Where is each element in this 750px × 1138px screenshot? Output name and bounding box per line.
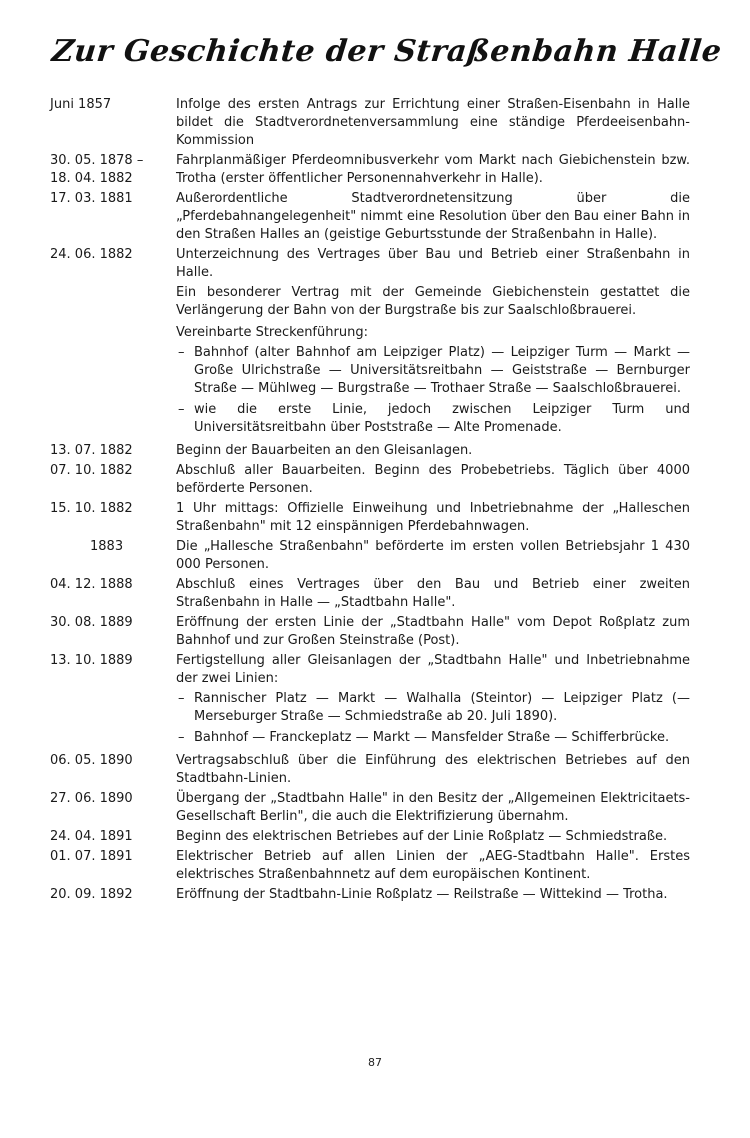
route-item: – Rannischer Platz — Markt — Walhalla (Steintor) — Leipziger Platz (— Merseburger Straße — Schmiedstraße ab 20. Juli 1890). [176, 690, 690, 726]
entry-paragraph: Übergang der „Stadtbahn Halle" in den Besitz der „Allgemeinen Elektricitaets-Gesellschaft Berlin", die auch die Elektrifizierung übernahm. [176, 791, 690, 824]
entry-paragraph: Eröffnung der Stadtbahn-Linie Roßplatz — Reilstraße — Wittekind — Trotha. [176, 887, 668, 902]
entry-date: Juni 1857 [50, 97, 112, 112]
timeline-list [50, 96, 690, 906]
route-item: – Bahnhof (alter Bahnhof am Leipziger Platz) — Leipziger Turm — Markt — Große Ulrichstraße — Universitätsreitbahn — Geiststraße — Bernburger Straße — Mühlweg — Burgstraße — Trothaer Straße — Saalschloßbrauerei. [176, 344, 690, 398]
entry-date: 13. 07. 1882 [50, 443, 133, 458]
timeline-entry [50, 500, 690, 536]
entry-text [176, 828, 690, 846]
entry-paragraph: Elektrischer Betrieb auf allen Linien der „AEG-Stadtbahn Halle". Erstes elektrisches Straßenbahnnetz auf dem europäischen Kontinent. [176, 849, 690, 882]
entry-subheading: Vereinbarte Streckenführung: [176, 325, 368, 340]
entry-text [176, 576, 690, 612]
entry-paragraph: Fahrplanmäßiger Pferdeomnibusverkehr vom Markt nach Giebichenstein bzw. Trotha (erster öffentlicher Personennahverkehr in Halle). [176, 153, 690, 186]
entry-text [176, 500, 690, 536]
timeline-entry [50, 538, 690, 574]
entry-paragraph: Unterzeichnung des Vertrages über Bau und Betrieb einer Straßenbahn in Halle. [176, 247, 690, 280]
timeline-entry [50, 576, 690, 612]
entry-paragraph: Beginn der Bauarbeiten an den Gleisanlagen. [176, 443, 473, 458]
entry-date: 06. 05. 1890 [50, 753, 133, 768]
entry-text [176, 614, 690, 650]
route-list [176, 344, 690, 437]
timeline-entry [50, 442, 690, 460]
entry-text [176, 848, 690, 884]
timeline-entry [50, 752, 690, 788]
timeline-entry [50, 790, 690, 826]
entry-paragraph: Infolge des ersten Antrags zur Errichtung einer Straßen-Eisenbahn in Halle bildet die Stadtverordnetenversammlung eine ständige Pferdeeisenbahn-Kommission [176, 97, 690, 148]
entry-text [176, 752, 690, 788]
timeline-entry [50, 246, 690, 440]
entry-date: 1883 [90, 539, 124, 554]
timeline-entry [50, 152, 690, 188]
timeline-entry [50, 96, 690, 150]
entry-date: 01. 07. 1891 [50, 849, 133, 864]
route-list [176, 690, 690, 747]
entry-paragraph: Ein besonderer Vertrag mit der Gemeinde Giebichenstein gestattet die Verlängerung der Bahn von der Burgstraße bis zur Saalschloßbrauerei. [176, 285, 690, 318]
entry-text [176, 790, 690, 826]
entry-paragraph: Beginn des elektrischen Betriebes auf der Linie Roßplatz — Schmiedstraße. [176, 829, 668, 844]
entry-text [176, 886, 690, 904]
entry-paragraph: Vertragsabschluß über die Einführung des elektrischen Betriebes auf den Stadtbahn-Linien. [176, 753, 690, 786]
entry-date: 17. 03. 1881 [50, 191, 133, 206]
entry-paragraph: Eröffnung der ersten Linie der „Stadtbahn Halle" vom Depot Roßplatz zum Bahnhof und zur Großen Steinstraße (Post). [176, 615, 690, 648]
entry-text [176, 246, 690, 440]
page-title: Zur Geschichte der Straßenbahn Halle [50, 34, 724, 69]
timeline-entry [50, 828, 690, 846]
timeline-entry [50, 652, 690, 750]
page-number: 87 [368, 1056, 382, 1069]
entry-paragraph: Die „Hallesche Straßenbahn" beförderte im ersten vollen Betriebsjahr 1 430 000 Personen. [176, 539, 690, 572]
entry-date: 13. 10. 1889 [50, 653, 133, 668]
entry-date: 30. 08. 1889 [50, 615, 133, 630]
entry-text [176, 442, 690, 460]
entry-date: 15. 10. 1882 [50, 501, 133, 516]
route-item: – wie die erste Linie, jedoch zwischen Leipziger Turm und Universitätsreitbahn über Poststraße — Alte Promenade. [176, 401, 690, 437]
entry-text [176, 538, 690, 574]
entry-text [176, 190, 690, 244]
timeline-entry [50, 886, 690, 904]
entry-paragraph: Außerordentliche Stadtverordnetensitzung über die „Pferdebahnangelegenheit" nimmt eine Resolution über den Bau einer Bahn in den Straßen Halles an (geistige Geburtsstunde der Straßenbahn in Halle). [176, 191, 690, 242]
entry-date: 04. 12. 1888 [50, 577, 133, 592]
entry-text [176, 652, 690, 750]
entry-paragraph: 1 Uhr mittags: Offizielle Einweihung und Inbetriebnahme der „Halleschen Straßenbahn" mit 12 einspännigen Pferdebahnwagen. [176, 501, 690, 534]
entry-date: 20. 09. 1892 [50, 887, 133, 902]
entry-text [176, 462, 690, 498]
entry-text [176, 96, 690, 150]
timeline-entry [50, 462, 690, 498]
route-item: – Bahnhof — Franckeplatz — Markt — Mansfelder Straße — Schifferbrücke. [176, 729, 690, 747]
entry-date: 24. 04. 1891 [50, 829, 133, 844]
entry-text [176, 152, 690, 188]
entry-paragraph: Abschluß eines Vertrages über den Bau und Betrieb einer zweiten Straßenbahn in Halle — „Stadtbahn Halle". [176, 577, 690, 610]
timeline-entry [50, 614, 690, 650]
entry-paragraph: Fertigstellung aller Gleisanlagen der „Stadtbahn Halle" und Inbetriebnahme der zwei Linien: [176, 653, 690, 686]
entry-date: 24. 06. 1882 [50, 247, 133, 262]
entry-paragraph: Abschluß aller Bauarbeiten. Beginn des Probebetriebs. Täglich über 4000 beförderte Personen. [176, 463, 690, 496]
entry-date: 07. 10. 1882 [50, 463, 133, 478]
timeline-entry [50, 190, 690, 244]
timeline-entry [50, 848, 690, 884]
entry-date: 27. 06. 1890 [50, 791, 133, 806]
entry-date: 30. 05. 1878 – 18. 04. 1882 [50, 153, 144, 186]
